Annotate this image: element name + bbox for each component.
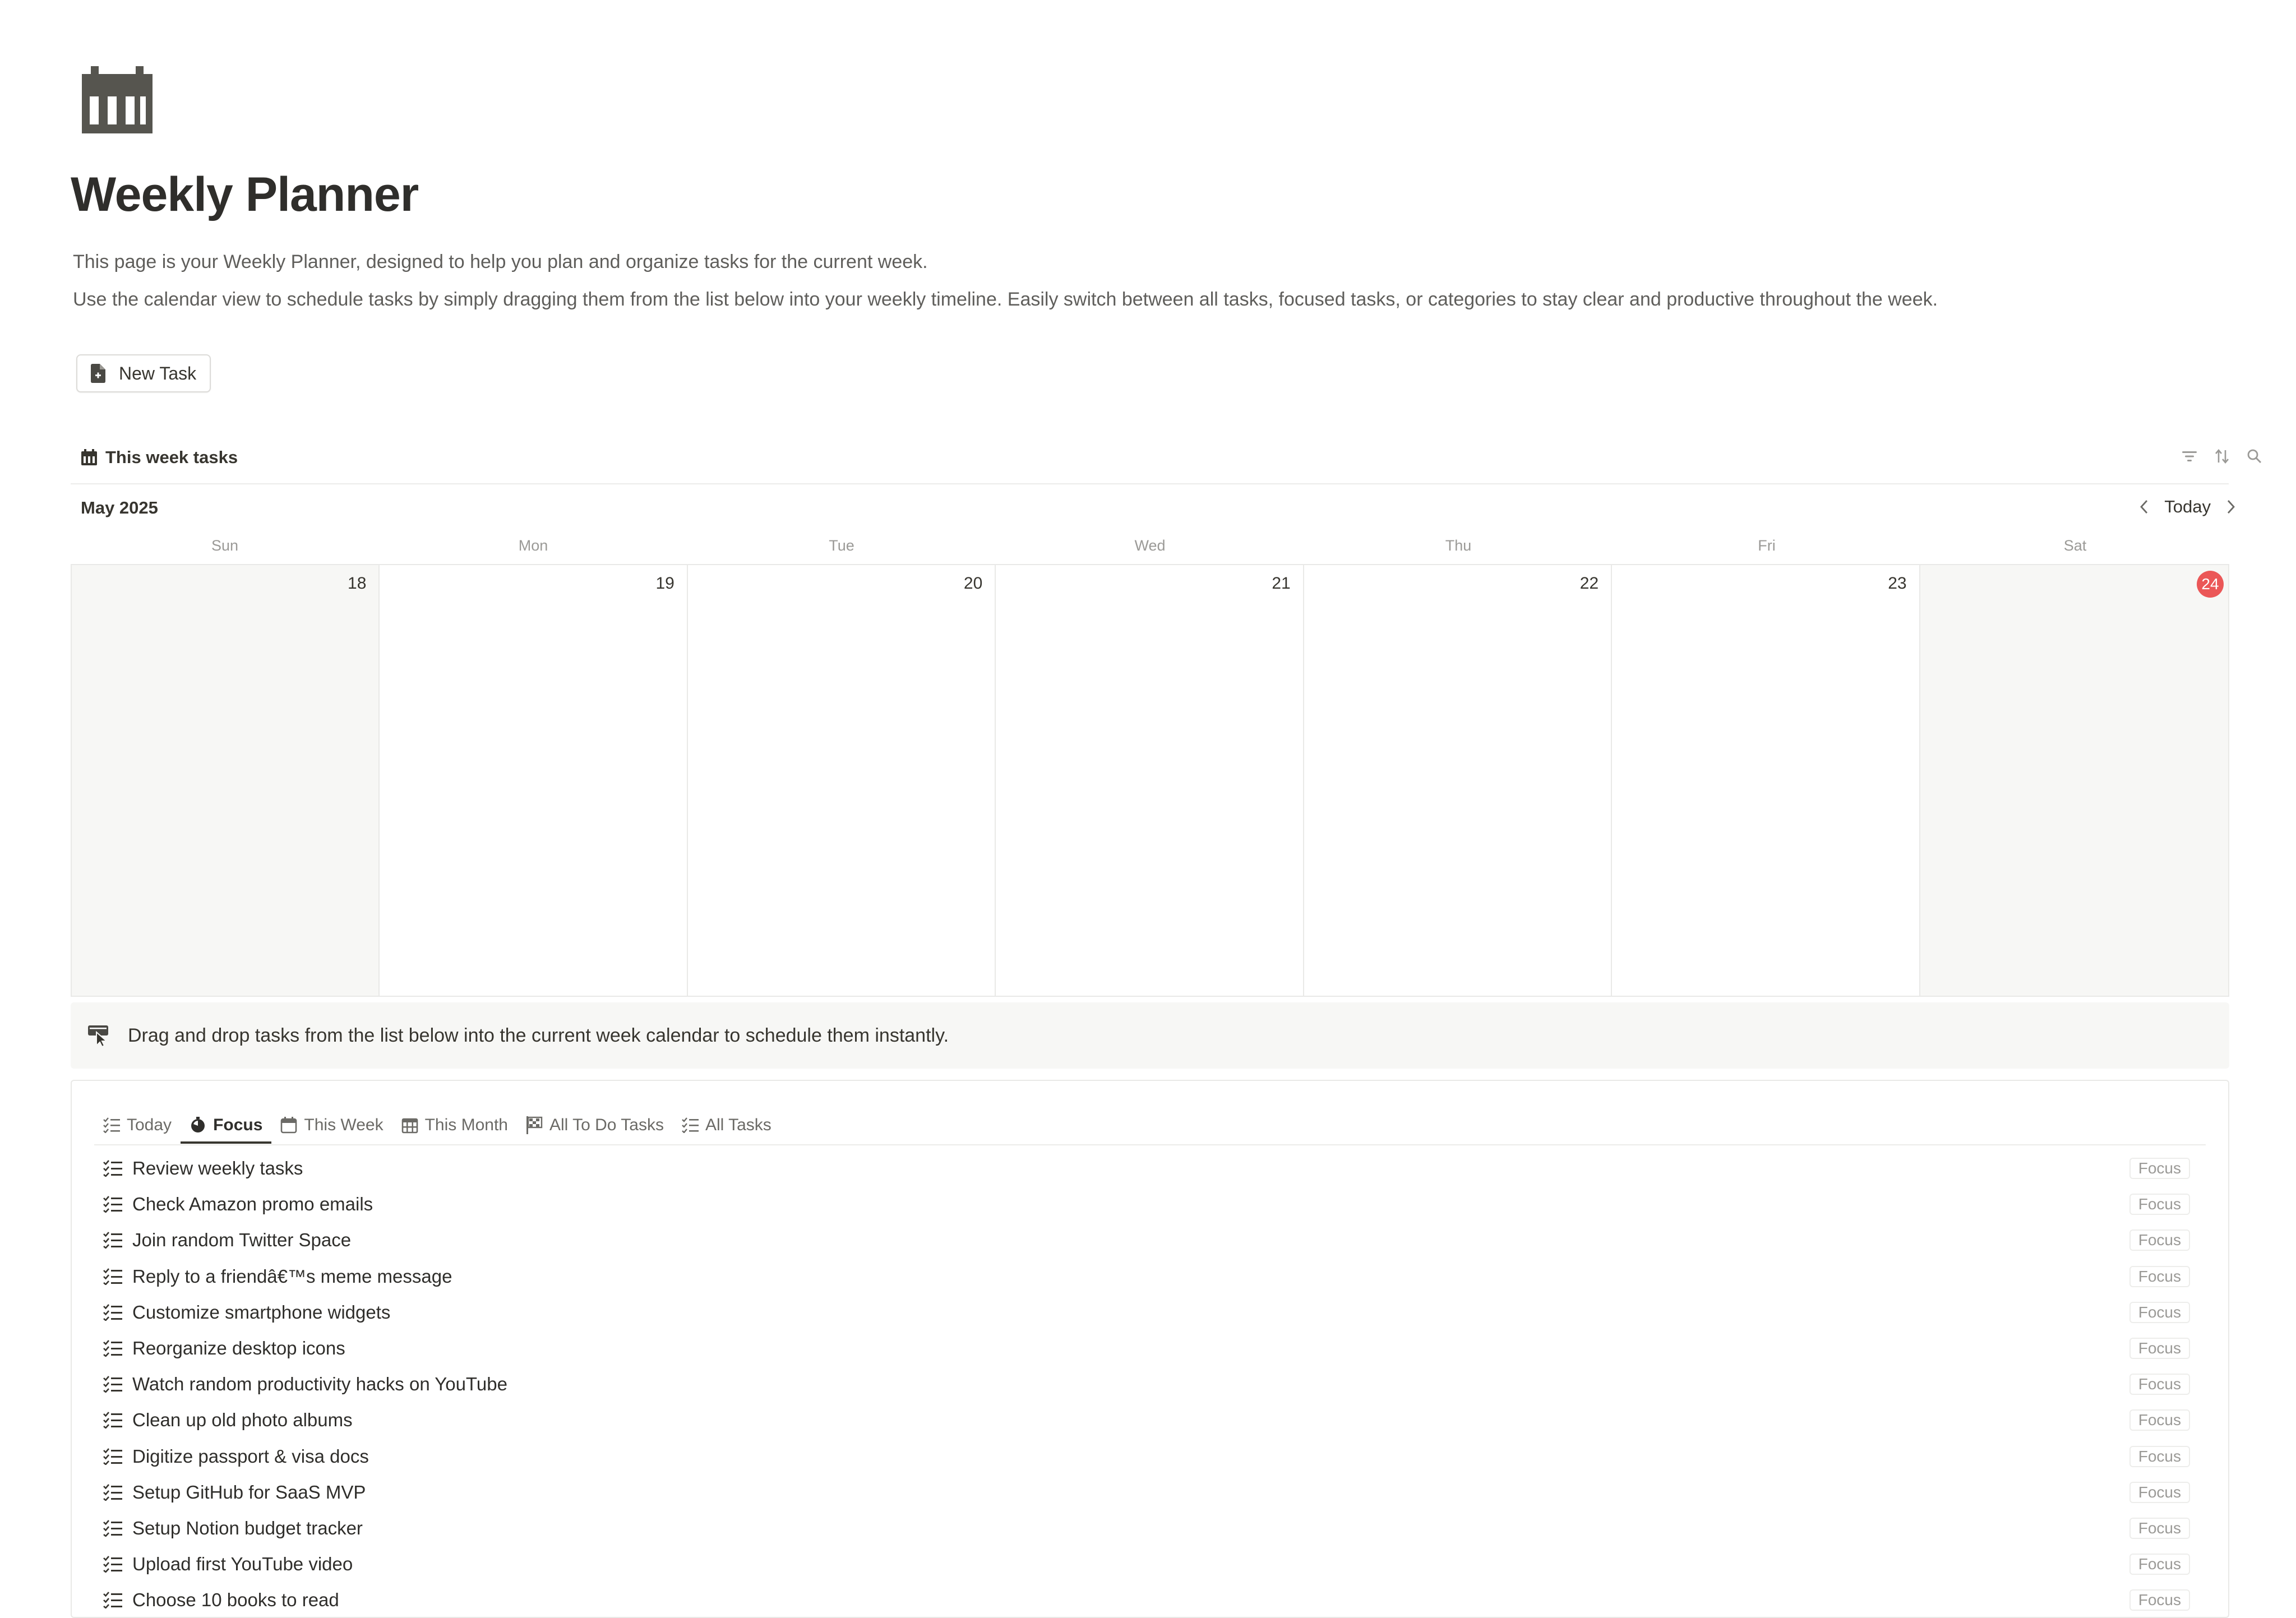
- task-title[interactable]: Review weekly tasks: [132, 1158, 303, 1179]
- callout-text: Drag and drop tasks from the list below into the current week calendar to schedule them instantly.: [128, 1024, 949, 1046]
- task-row[interactable]: [94, 1259, 2206, 1295]
- tab-label: All To Do Tasks: [549, 1116, 664, 1134]
- checklist-icon: [682, 1117, 699, 1133]
- task-title[interactable]: Upload first YouTube video: [132, 1554, 353, 1575]
- drag-drop-icon: [87, 1024, 111, 1047]
- tab-label: Today: [127, 1116, 172, 1134]
- checklist-icon: [103, 1268, 122, 1285]
- checkered-flag-icon: [526, 1116, 543, 1134]
- status-badge: Focus: [2129, 1446, 2190, 1467]
- checklist-icon: [103, 1304, 122, 1321]
- status-badge: Focus: [2129, 1554, 2190, 1575]
- task-title[interactable]: Watch random productivity hacks on YouTube: [132, 1374, 507, 1395]
- status-badge: Focus: [2129, 1482, 2190, 1503]
- task-row[interactable]: [94, 1295, 2206, 1330]
- view-title-label: This week tasks: [105, 447, 238, 467]
- task-title[interactable]: Join random Twitter Space: [132, 1229, 352, 1251]
- day-number: 23: [1888, 574, 1907, 593]
- checklist-icon: [103, 1556, 122, 1573]
- checklist-icon: [103, 1592, 122, 1608]
- calendar-day-cell[interactable]: [688, 565, 996, 996]
- tabs-divider: [94, 1144, 2206, 1145]
- task-list-view: [71, 1080, 2229, 1618]
- page-description: This page is your Weekly Planner, designed to help you plan and organize tasks for the current week.: [73, 251, 928, 272]
- status-badge: Focus: [2129, 1409, 2190, 1431]
- task-title[interactable]: Reorganize desktop icons: [132, 1338, 345, 1359]
- tab-label: Focus: [213, 1116, 263, 1134]
- task-rows: [94, 1150, 2206, 1618]
- day-number: 18: [348, 574, 367, 593]
- status-badge: Focus: [2129, 1518, 2190, 1539]
- tab-label: This Month: [424, 1116, 508, 1134]
- tab-label: All Tasks: [705, 1116, 772, 1134]
- day-number: 20: [963, 574, 983, 593]
- weekday-label: Wed: [1134, 537, 1166, 554]
- calendar-icon[interactable]: [82, 66, 153, 133]
- task-row[interactable]: [94, 1150, 2206, 1186]
- calendar-day-cell[interactable]: [380, 565, 687, 996]
- weekday-label: Sat: [2063, 537, 2087, 554]
- page-title: Weekly Planner: [71, 168, 419, 221]
- checklist-icon: [103, 1376, 122, 1393]
- callout: [71, 1002, 2229, 1069]
- divider: [71, 483, 2229, 484]
- status-badge: Focus: [2129, 1194, 2190, 1215]
- timer-icon: [190, 1117, 206, 1134]
- task-title[interactable]: Clean up old photo albums: [132, 1409, 353, 1431]
- calendar-day-cell[interactable]: [996, 565, 1304, 996]
- status-badge: Focus: [2129, 1589, 2190, 1611]
- chevron-left-icon[interactable]: [2138, 499, 2150, 515]
- task-title[interactable]: Setup Notion budget tracker: [132, 1517, 363, 1538]
- checklist-icon: [103, 1160, 122, 1177]
- tab-focus[interactable]: [181, 1107, 271, 1144]
- task-title[interactable]: Setup GitHub for SaaS MVP: [132, 1481, 366, 1503]
- status-badge: Focus: [2129, 1374, 2190, 1395]
- calendar-nav: [2138, 497, 2237, 517]
- status-badge: Focus: [2129, 1338, 2190, 1359]
- new-task-button[interactable]: [76, 354, 211, 392]
- view-toolbar: [2182, 449, 2262, 464]
- calendar-day-cell-today[interactable]: [1920, 565, 2228, 996]
- calendar-day-cell[interactable]: [1612, 565, 1920, 996]
- checklist-icon: [103, 1520, 122, 1537]
- task-row[interactable]: [94, 1582, 2206, 1618]
- task-row[interactable]: [94, 1510, 2206, 1546]
- weekday-header-row: [71, 537, 2229, 554]
- weekday-label: Tue: [829, 537, 854, 554]
- task-row[interactable]: [94, 1546, 2206, 1582]
- checklist-icon: [103, 1117, 120, 1133]
- day-number: 22: [1579, 574, 1599, 593]
- tab-this-month[interactable]: [392, 1107, 517, 1144]
- task-title[interactable]: Check Amazon promo emails: [132, 1194, 373, 1215]
- weekday-label: Mon: [518, 537, 548, 554]
- calendar-day-cell[interactable]: [72, 565, 380, 996]
- new-task-label: New Task: [119, 363, 197, 383]
- task-row[interactable]: [94, 1439, 2206, 1474]
- tab-this-week[interactable]: [271, 1107, 392, 1144]
- today-marker: 24: [2197, 571, 2224, 598]
- calendar-icon: [280, 1117, 297, 1134]
- task-row[interactable]: [94, 1366, 2206, 1402]
- view-title[interactable]: [81, 447, 238, 468]
- checklist-icon: [103, 1448, 122, 1465]
- checklist-icon: [103, 1340, 122, 1357]
- weekday-label: Sun: [211, 537, 239, 554]
- search-icon[interactable]: [2247, 449, 2262, 464]
- sort-icon[interactable]: [2214, 449, 2230, 464]
- weekday-label: Fri: [1758, 537, 1776, 554]
- status-badge: Focus: [2129, 1266, 2190, 1287]
- checklist-icon: [103, 1412, 122, 1429]
- task-row[interactable]: [94, 1402, 2206, 1438]
- weekday-label: Thu: [1445, 537, 1472, 554]
- task-title[interactable]: Choose 10 books to read: [132, 1589, 339, 1611]
- tab-all-to-do-tasks[interactable]: [517, 1107, 673, 1144]
- month-label: May 2025: [81, 498, 158, 517]
- page-description-2: Use the calendar view to schedule tasks by simply dragging them from the list below into your weekly timeline. Easily switch between all tasks, focused tasks, or categories to stay clear and productive throughout the week.: [73, 289, 1938, 310]
- today-button[interactable]: Today: [2164, 497, 2211, 516]
- task-title[interactable]: Digitize passport & visa docs: [132, 1445, 369, 1467]
- checklist-icon: [103, 1232, 122, 1249]
- calendar-month-icon: [401, 1117, 418, 1134]
- checklist-icon: [103, 1196, 122, 1213]
- task-title[interactable]: Customize smartphone widgets: [132, 1301, 391, 1323]
- filter-icon[interactable]: [2182, 450, 2197, 463]
- task-row[interactable]: [94, 1222, 2206, 1258]
- task-row[interactable]: [94, 1186, 2206, 1222]
- task-row[interactable]: [94, 1474, 2206, 1510]
- status-badge: Focus: [2129, 1302, 2190, 1323]
- calendar-grid: [71, 564, 2229, 997]
- new-document-icon: [91, 364, 105, 383]
- tab-all-tasks[interactable]: [673, 1107, 780, 1144]
- view-tabs: [94, 1107, 780, 1144]
- day-number: 21: [1272, 574, 1291, 593]
- calendar-day-cell[interactable]: [1304, 565, 1612, 996]
- tab-today[interactable]: [94, 1107, 181, 1144]
- checklist-icon: [103, 1484, 122, 1501]
- day-number: 19: [655, 574, 675, 593]
- task-title[interactable]: Reply to a friendâ€™s meme message: [132, 1265, 452, 1287]
- calendar-icon: [81, 449, 98, 466]
- status-badge: Focus: [2129, 1158, 2190, 1179]
- status-badge: Focus: [2129, 1229, 2190, 1251]
- task-row[interactable]: [94, 1330, 2206, 1366]
- tab-label: This Week: [304, 1116, 384, 1134]
- chevron-right-icon[interactable]: [2225, 499, 2237, 515]
